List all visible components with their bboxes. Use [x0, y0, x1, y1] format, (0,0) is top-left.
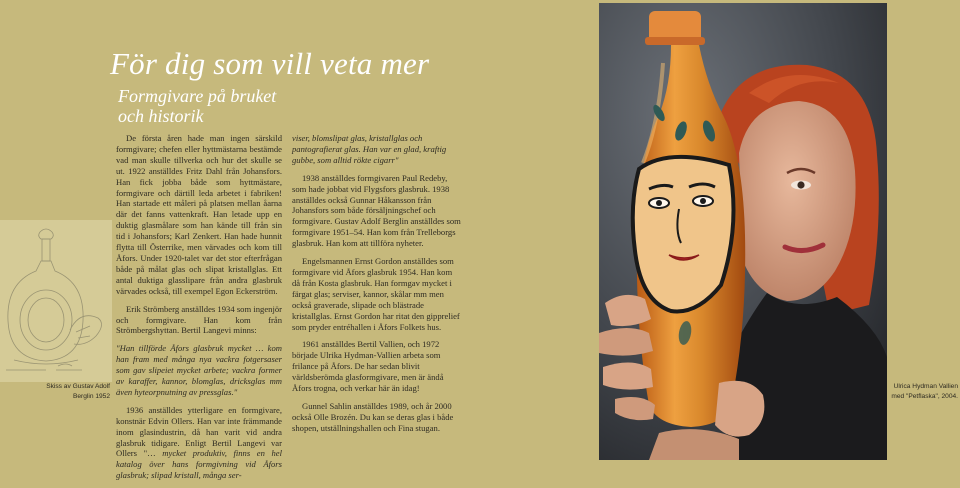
col2-quote-text: viser, blomslipat glas, kristallglas och pantografierat glas. Han var en glad, kraftig gubbe, som alltid rökte cigarr" [292, 133, 447, 165]
photo-caption-line-2: med "Petflaska", 2004. [891, 393, 958, 400]
portrait-photo [599, 3, 887, 460]
carafe-sketch-image [0, 220, 112, 382]
section-subtitle [118, 86, 276, 126]
text-column-2 [292, 133, 462, 441]
portrait-illustration [599, 3, 887, 460]
subtitle-line-1: Formgivare på bruket [118, 86, 277, 106]
col1-quote [116, 343, 282, 398]
col2-paragraph-1: 1938 anställdes formgivaren Paul Redeby, som hade jobbat vid Flygsfors glasbruk. 1938 anställdes också Gunnar Håkansson från Johansfors som både försäljningschef och formgivare. Gustav Adolf Berglin anställdes som formgivare 1951–54. Han kom från Trelleborgs glasbruk. Han kom att tillföra nyheter. [292, 172, 461, 249]
col1-paragraph-2: Erik Strömberg anställdes 1934 som ingenjör och formgivare. Han kom från Strömbergshyttan. Bertil Langevi minns: [116, 303, 282, 336]
col1-paragraph-1: De första åren hade man ingen särskild formgivare; chefen eller hyttmästarna bestämde vad man skulle tillverka och hur det skulle se ut. 1922 anställdes Fritz Dahl från Johansfors. Han fick jobba både som hyttmästare, formgivare och därtill leda arbetet i fabriken! Han startade ett måleri på platsen mellan åarna där det fanns vattenkraft. Han letade upp en duktig glasmålare som han kände till från sin tid i Johansfors; Karl Zenkert. Han hade hunnit flytta till Österrike, men värvades och kom till Åfors. Under 1920-talet var det stor efterfrågan både på målat glas och slipat kristallglas. Ett antal duktiga glasslipare från andra glasbruk värvades också, till exempel Egon Eckerström. [116, 133, 282, 296]
col1-paragraph-3 [116, 405, 282, 481]
subtitle-line-2: och historik [118, 106, 204, 126]
col1-paragraph-3-text: 1936 anställdes ytterligare en formgivare, konstnär Edvin Ollers. Han var inte främmande inom glasindustrin, då han varit vid andra glasbruk tidigare. Enligt Bertil Langevi var Ollers "… [116, 404, 282, 459]
col1-quote-text: "Han tillförde Åfors glasbruk mycket … kom han fram med många nya vackra fotgersaser som gav slipeiet mycket arbete; vackra former av karaffer, kannor, blomglas, dricksglas mm även hyteorpnutning av pressglas." [116, 343, 282, 397]
sketch-caption-line-1: Skiss av Gustav Adolf [46, 383, 110, 390]
sketch-caption-line-2: Berglin 1952 [72, 393, 110, 400]
sketch-caption [8, 382, 110, 402]
col2-paragraph-3: 1961 anställdes Bertil Vallien, och 1972 började Ulrika Hydman-Vallien arbeta som frilance på Åfors. De har sedan blivit världsberömda glasformgivare, men är ändå Åfors trogna, och verkar här än idag! [292, 339, 444, 394]
page-title: För dig som vill veta mer [110, 46, 430, 81]
carafe-sketch-drawing [0, 220, 112, 382]
col2-paragraph-2: Engelsmannen Ernst Gordon anställdes som formgivare vid Åfors glasbruk 1954. Han kom då från Kosta glasbruk. Han formgav mycket i färgat glas; serviser, kannor, skålar mm men också graverade, slipade och blästrade kristallglas. Ernst Gordon har ritat den gipprelief som pryder entréhallen i Åfors Folkets hus. [292, 256, 460, 332]
col2-paragraph-4: Gunnel Sahlin anställdes 1989, och år 2000 också Olle Brozén. Du kan se deras glas i både shopen, utställningshallen och Fina stugan. [292, 400, 454, 433]
photo-caption-line-1: Ulrica Hydman Vallien [893, 383, 958, 390]
text-column-1 [116, 133, 282, 488]
photo-caption [888, 382, 958, 402]
col2-quote-continuation [292, 133, 462, 166]
col1-paragraph-3-italic: mycket produktiv, finns en hel katalog över hans formgivning vid Åfors glasbruk; slipad kristall, många ser- [116, 448, 282, 481]
